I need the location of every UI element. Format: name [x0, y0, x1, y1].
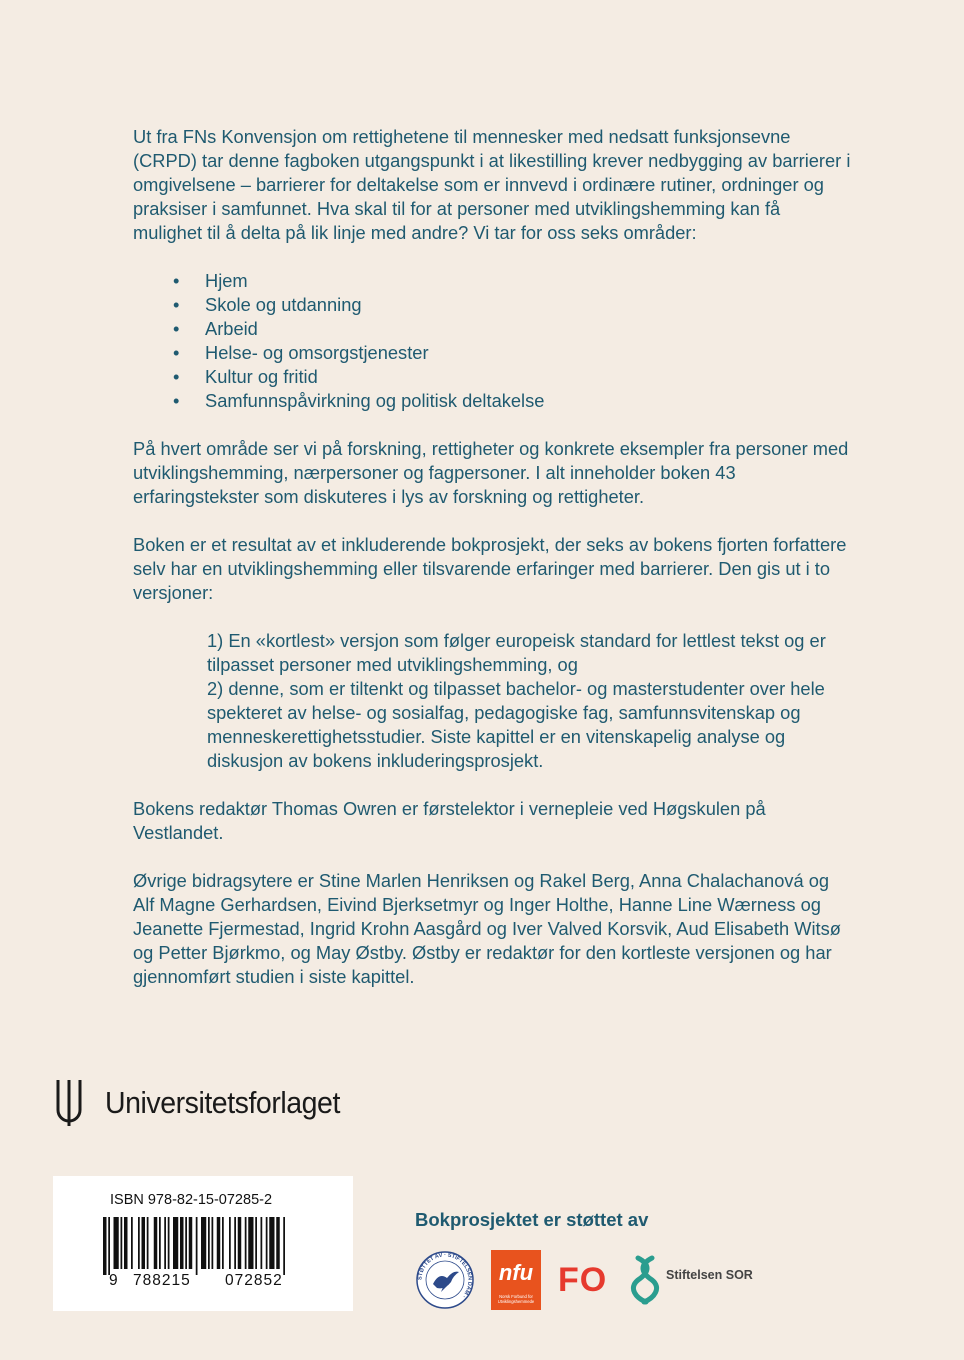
barcode-bar	[154, 1217, 158, 1269]
barcode-bar	[173, 1217, 178, 1269]
isbn-number: ISBN 978-82-15-07285-2	[110, 1192, 273, 1208]
list-item: • Arbeid	[173, 318, 258, 339]
barcode-bar	[261, 1217, 263, 1269]
dam-ring-text: STØTTET AV · STIFTELSEN DAM ·	[417, 1252, 473, 1299]
barcode-bar	[248, 1217, 253, 1269]
barcode-bar	[266, 1217, 268, 1269]
barcode-bar	[147, 1217, 149, 1269]
version-item-2: 2) denne, som er tiltenkt og tilpasset bachelor- og masterstudenter over hele spekteret av helse- og sosialfag, pedagogiske fag, samfunnsvitenskap og menneskerettighetsstudier. Siste kapittel er en vitenskapelig analyse og diskusjon av bokens inkluderingsprosjekt.	[207, 678, 825, 771]
version-item-1: 1) En «kortlest» versjon som følger europeisk standard for lettlest tekst og er tilpasset personer med utviklingshemming, og	[207, 630, 826, 675]
intro-paragraph: Ut fra FNs Konvensjon om rettighetene til mennesker med nedsatt funksjonsevne (CRPD) tar denne fagboken utgangspunkt i at likestilling krever nedbygging av barrierer i omgivelsene – barrierer for deltakelse som er innvevd i ordinære rutiner, ordninger og praksiser i samfunnet. Hva skal til for at personer med utviklingshemming kan få mulighet til å delta på lik linje med andre? Vi tar for oss seks områder:	[133, 126, 851, 243]
barcode-bar	[108, 1217, 110, 1275]
barcode-bar	[276, 1217, 280, 1269]
stiftelsen-dam-logo	[415, 1250, 475, 1310]
list-item: • Samfunnspåvirkning og politisk deltakelse	[173, 390, 545, 411]
list-item: • Skole og utdanning	[173, 294, 362, 315]
barcode-bar	[245, 1217, 247, 1269]
nfu-subtitle: Norsk Forbund for Utviklingshemmede	[497, 1294, 535, 1304]
fo-logo	[558, 1261, 618, 1301]
project-paragraph: Boken er et resultat av et inkluderende bokprosjekt, der seks av bokens fjorten forfattere selv har en utviklingshemming eller tilsvarende erfaringer med barrierer. Den gis ut i to versjoner:	[133, 534, 847, 603]
barcode-bar	[217, 1217, 221, 1269]
nfu-name: nfu	[498, 1260, 534, 1285]
barcode-bar	[189, 1217, 193, 1269]
barcode-bar	[164, 1217, 166, 1269]
barcode-bar	[222, 1217, 224, 1269]
bullet-icon: •	[173, 390, 180, 411]
list-item: • Kultur og fritid	[173, 366, 318, 387]
editor-paragraph: Bokens redaktør Thomas Owren er førstelektor i vernepleie ved Høgskulen på Vestlandet.	[133, 798, 766, 843]
barcode-bar	[208, 1217, 210, 1269]
back-cover-text	[133, 125, 853, 1013]
versions-list	[207, 629, 853, 773]
bullet-icon: •	[173, 342, 180, 363]
universitetsforlaget-u-icon	[55, 1080, 83, 1126]
barcode-bar	[229, 1217, 231, 1269]
barcode-bar	[196, 1217, 198, 1275]
barcode-bar	[138, 1217, 140, 1269]
contributors-paragraph: Øvrige bidragsytere er Stine Marlen Henriksen og Rakel Berg, Anna Chalachanová og Alf Magne Gerhardsen, Eivind Bjerksetmyr og Inger Holthe, Hanne Line Wærness og Jeanette Fjermestad, Ingrid Krohn Aasgård og Iver Valved Korsvik, Aud Elisabeth Witsø og Petter Bjørkmo, og May Østby. Østby er redaktør for den kortleste versjonen og har gjennomført studien i siste kapittel.	[133, 870, 841, 987]
barcode-bar	[180, 1217, 184, 1269]
barcode-bar	[238, 1217, 242, 1269]
research-paragraph: På hvert område ser vi på forskning, rettigheter og konkrete eksempler fra personer med utviklingshemming, nærpersoner og fagpersoner. I alt inneholder boken 43 erfaringstekster som diskuteres i lys av forskning og rettigheter.	[133, 438, 849, 507]
barcode-digits-left: 788215	[133, 1272, 191, 1289]
barcode-bar	[131, 1217, 133, 1269]
bullet-icon: •	[173, 270, 180, 291]
barcode-digits-right: 072852	[225, 1272, 283, 1289]
sor-name: Stiftelsen SOR	[666, 1268, 753, 1282]
barcode-bar	[255, 1217, 257, 1269]
bullet-icon: •	[173, 366, 180, 387]
barcode-bar	[121, 1217, 123, 1269]
barcode-bar	[283, 1217, 285, 1275]
list-item: • Helse- og omsorgstjenester	[173, 342, 429, 363]
barcode-bar	[103, 1217, 107, 1275]
support-heading: Bokprosjektet er støttet av	[415, 1209, 649, 1230]
barcode-bar	[201, 1217, 206, 1269]
stiftelsen-dam-seal-icon	[415, 1250, 475, 1310]
barcode-bar	[114, 1217, 119, 1269]
fo-name: FO	[558, 1261, 608, 1299]
stiftelsen-sor-logo	[630, 1254, 760, 1306]
barcode-bar	[185, 1217, 187, 1269]
publisher-logo	[55, 1080, 360, 1126]
barcode-digit-first: 9	[109, 1272, 119, 1289]
publisher-name: Universitetsforlaget	[105, 1085, 340, 1120]
barcode-bar	[269, 1217, 274, 1269]
sor-knot-icon	[630, 1254, 662, 1306]
barcode-bar	[168, 1217, 170, 1269]
nfu-logo	[491, 1250, 541, 1310]
barcode-bar	[124, 1217, 128, 1269]
bullet-icon: •	[173, 318, 180, 339]
areas-list	[133, 269, 853, 413]
barcode-bar	[142, 1217, 146, 1269]
barcode-bar	[212, 1217, 214, 1269]
barcode-bar	[159, 1217, 161, 1269]
isbn-barcode	[53, 1176, 353, 1311]
bullet-icon: •	[173, 294, 180, 315]
barcode-bar	[234, 1217, 236, 1269]
barcode-image	[103, 1217, 287, 1275]
list-item: • Hjem	[173, 270, 248, 291]
